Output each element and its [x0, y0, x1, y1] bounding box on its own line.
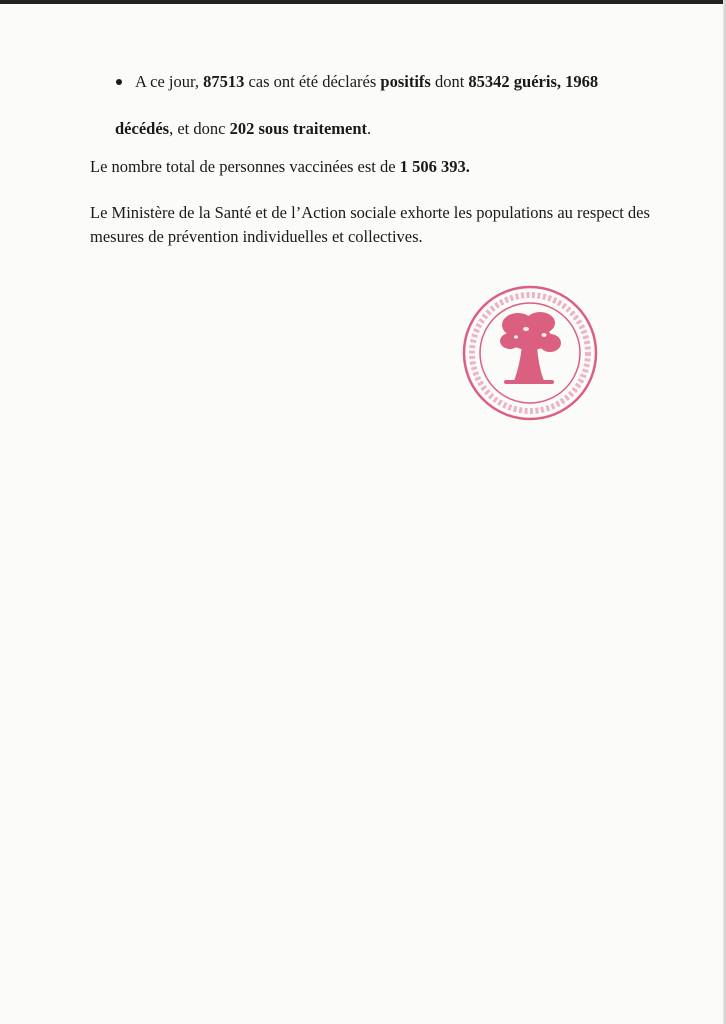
tree-emblem-icon — [500, 312, 561, 384]
cases-count: 87513 — [203, 72, 245, 91]
vaccination-text: Le nombre total de personnes vaccinées est de — [90, 157, 400, 176]
under-treatment: 202 sous traitement — [229, 119, 368, 138]
text-dont: dont — [430, 72, 469, 91]
vaccination-count: 1 506 393. — [399, 157, 470, 176]
text-intro: A ce jour, — [135, 72, 204, 91]
text-et-donc: , et donc — [169, 119, 230, 138]
vaccination-line — [90, 156, 470, 178]
text-period: . — [367, 119, 372, 138]
official-seal-stamp — [460, 283, 600, 423]
text-declared: cas ont été déclarés — [244, 72, 381, 91]
bullet-point — [116, 79, 122, 85]
recovered-deceased-count: 85342 guéris, 1968 — [468, 72, 599, 91]
positive-label: positifs — [380, 72, 431, 91]
bullet-line-2 — [115, 118, 371, 140]
bullet-line-1 — [135, 71, 598, 93]
deceased-label: décédés — [115, 119, 170, 138]
exhortation-line-1: Le Ministère de la Santé et de l’Action sociale exhorte les populations au respect des — [90, 203, 650, 222]
exhortation-line-2: mesures de prévention individuelles et collectives. — [90, 227, 423, 246]
